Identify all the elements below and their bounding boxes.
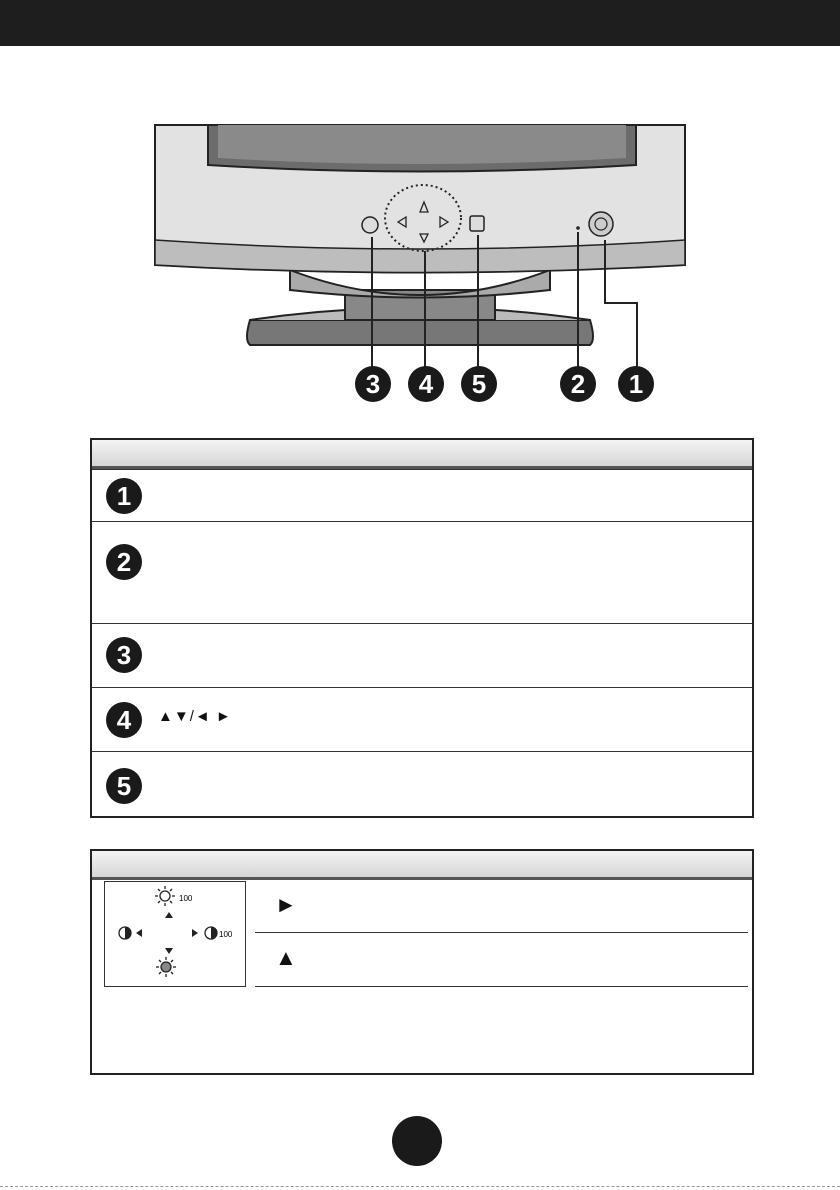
- up-arrow-icon: [165, 912, 173, 918]
- adjust-row-brightness: [255, 933, 748, 987]
- menu-button: [362, 217, 378, 233]
- control-row-2: [92, 521, 752, 623]
- control-row-3: [92, 623, 752, 687]
- power-button: [589, 212, 613, 236]
- callout-1: 1: [618, 366, 654, 402]
- control-table: [90, 438, 754, 818]
- select-button: [470, 216, 484, 231]
- callout-3: 3: [355, 366, 391, 402]
- row-number: 2: [106, 544, 142, 580]
- adjust-row-contrast: [255, 880, 748, 933]
- arrow-keys-label: ▲▼/◄ ►: [158, 708, 232, 725]
- brightness-max-value: 100: [179, 894, 193, 903]
- control-table-header: [92, 440, 752, 469]
- row-number: 4: [106, 702, 142, 738]
- sun-icon: [155, 886, 175, 906]
- power-indicator: [576, 226, 580, 230]
- right-arrow-icon: ►: [275, 892, 297, 917]
- brightness-contrast-diagram: [105, 882, 245, 986]
- left-arrow-icon: [136, 929, 142, 937]
- contrast-max-value: 100: [219, 930, 233, 939]
- sun-dim-icon: [156, 957, 176, 977]
- adjust-diagram: [104, 881, 246, 987]
- bottom-rule: [0, 1186, 840, 1187]
- control-row-5: [92, 751, 752, 816]
- adjust-table-header: [92, 851, 752, 880]
- right-arrow-icon: [192, 929, 198, 937]
- contrast-icon: [119, 927, 131, 939]
- callout-2: 2: [560, 366, 596, 402]
- row-number: 3: [106, 637, 142, 673]
- adjust-table: [90, 849, 754, 1075]
- up-arrow-icon: ▲: [275, 945, 297, 970]
- callout-5: 5: [461, 366, 497, 402]
- row-number: 1: [106, 478, 142, 514]
- control-row-1: [92, 469, 752, 521]
- row-number: 5: [106, 768, 142, 804]
- down-arrow-icon: [165, 948, 173, 954]
- contrast-icon: [205, 927, 217, 939]
- page-number-badge: [392, 1116, 442, 1166]
- control-row-4: [92, 687, 752, 751]
- top-bar: [0, 0, 840, 46]
- callout-4: 4: [408, 366, 444, 402]
